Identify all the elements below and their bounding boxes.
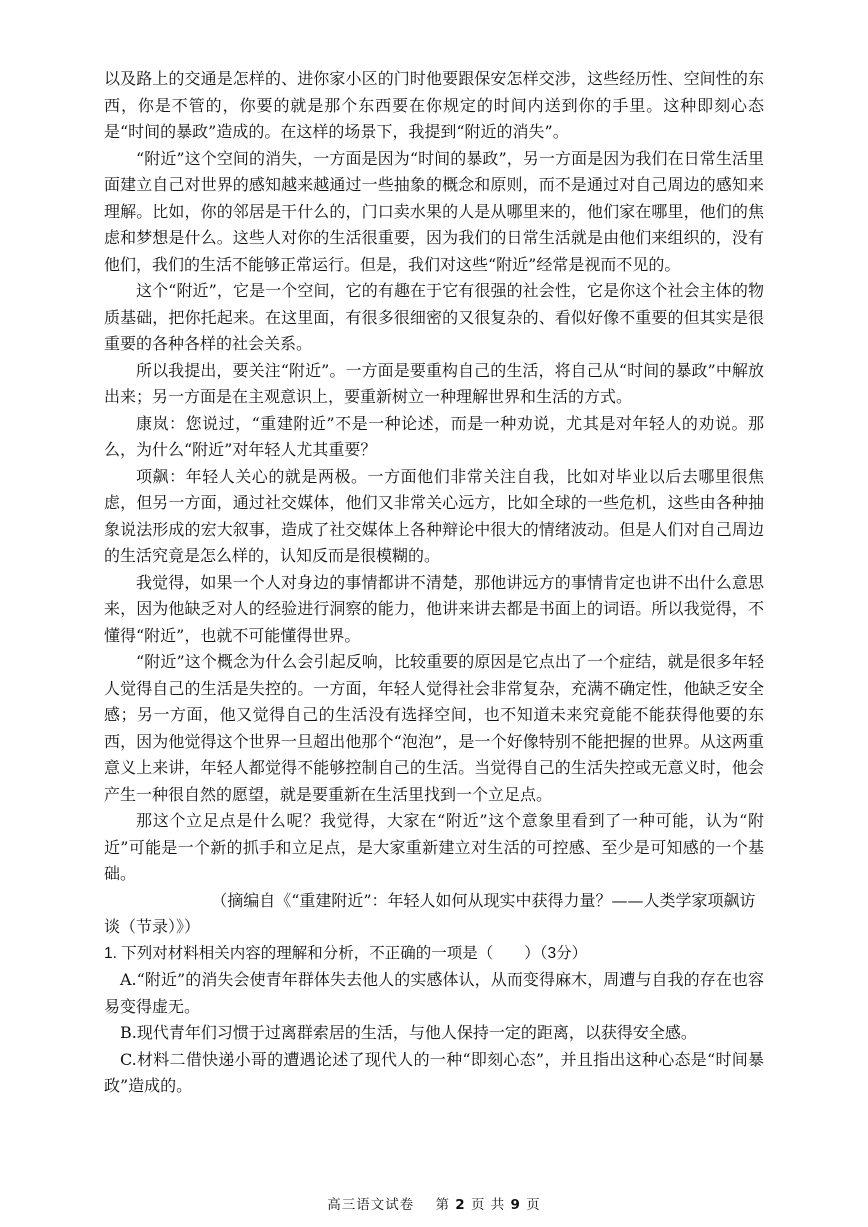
paragraph-6: 项飙：年轻人关心的就是两极。一方面他们非常关注自我，比如对毕业以后去哪里很焦虑，但另一方面，通过社交媒体，他们又非常关心远方，比如全球的一些危机，这些由各种抽象说法形成的宏大叙事，造成了社交媒体上各种辩论中很大的情绪波动。但是人们对自己周边的生活究竟是怎么样的，认知反而是很模糊的。 xyxy=(104,466,764,565)
exam-title: 高三语文试卷 xyxy=(327,1197,415,1213)
option-a: A.“附近”的消失会使青年群体失去他人的实感体认，从而变得麻木，周遭与自我的存在也容易变得虚无。 xyxy=(104,970,764,1016)
page-number: 2 xyxy=(455,1197,466,1213)
paragraph-7: 我觉得，如果一个人对身边的事情都讲不清楚，那他讲远方的事情肯定也讲不出什么意思来，因为他缺乏对人的经验进行洞察的能力，他讲来讲去都是书面上的词语。所以我觉得，不懂得“附近”，也就不可能懂得世界。 xyxy=(104,572,764,645)
option-c: C.材料二借快递小哥的遭遇论述了现代人的一种“即刻心态”，并且指出这种心态是“时间暴政”造成的。 xyxy=(104,1049,764,1095)
paragraph-2: “附近”这个空间的消失，一方面是因为“时间的暴政”，另一方面是因为我们在日常生活里面建立自己对世界的感知越来越通过一些抽象的概念和原则，而不是通过对自己周边的感知来理解。比如，你的邻居是干什么的，门口卖水果的人是从哪里来的，他们家在哪里，他们的焦虑和梦想是什么。这些人对你的生活很重要，因为我们的日常生活就是由他们来组织的，没有他们，我们的生活不能够正常运行。但是，我们对这些“附近”经常是视而不见的。 xyxy=(104,148,764,274)
paragraph-9: 那这个立足点是什么呢？我觉得，大家在“附近”这个意象里看到了一种可能，认为“附近”可能是一个新的抓手和立足点，是大家重新建立对生活的可控感、至少是可知感的一个基础。 xyxy=(104,811,764,883)
paragraph-4: 所以我提出，要关注“附近”。一方面是要重构自己的生活，将自己从“时间的暴政”中解放出来；另一方面是在主观意识上，要重新树立一种理解世界和生活的方式。 xyxy=(104,360,764,406)
page-suffix: 页 xyxy=(526,1197,541,1213)
page-prefix: 第 xyxy=(435,1197,450,1213)
paragraph-3: 这个“附近”，它是一个空间，它的有趣在于它有很强的社会性，它是你这个社会主体的物质基础，把你托起来。在这里面，有很多很细密的又很复杂的、看似好像不重要的但其实是很重要的各种各样的社会关系。 xyxy=(104,281,764,353)
question-stem: 1. 下列对材料相关内容的理解和分析，不正确的一项是（ ）（3分） xyxy=(104,944,588,962)
total-pages: 9 xyxy=(510,1197,521,1213)
paragraph-8: “附近”这个概念为什么会引起反响，比较重要的原因是它点出了一个症结，就是很多年轻人觉得自己的生活是失控的。一方面，年轻人觉得社会非常复杂，充满不确定性，他缺乏安全感；另一方面，他又觉得自己的生活没有选择空间，也不知道未来究竟能不能获得他要的东西，因为他觉得这个世界一旦超出他那个“泡泡”，是一个好像特别不能把握的世界。从这两重意义上来讲，年轻人都觉得不能够控制自己的生活。当觉得自己的生活失控或无意义时，他会产生一种很自然的愿望，就是要重新在生活里找到一个立足点。 xyxy=(104,652,764,804)
exam-page xyxy=(104,66,764,1100)
paragraph-1: 以及路上的交通是怎样的、进你家小区的门时他要跟保安怎样交涉，这些经历性、空间性的东西，你是不管的，你要的就是那个东西要在你规定的时间内送到你的手里。这种即刻心态是“时间的暴政”造成的。在这样的场景下，我提到“附近的消失”。 xyxy=(104,69,764,141)
page-mid: 页 共 xyxy=(470,1197,506,1213)
page-footer xyxy=(0,1193,868,1213)
paragraph-5: 康岚：您说过，“重建附近”不是一种论述，而是一种劝说，尤其是对年轻人的劝说。那么，为什么“附近”对年轻人尤其重要？ xyxy=(104,413,764,459)
source-citation: （摘编自《“重建附近”：年轻人如何从现实中获得力量？——人类学家项飙访谈（节录）》） xyxy=(104,890,756,936)
option-b: B.现代青年们习惯于过离群索居的生活，与他人保持一定的距离，以获得安全感。 xyxy=(120,1023,697,1042)
